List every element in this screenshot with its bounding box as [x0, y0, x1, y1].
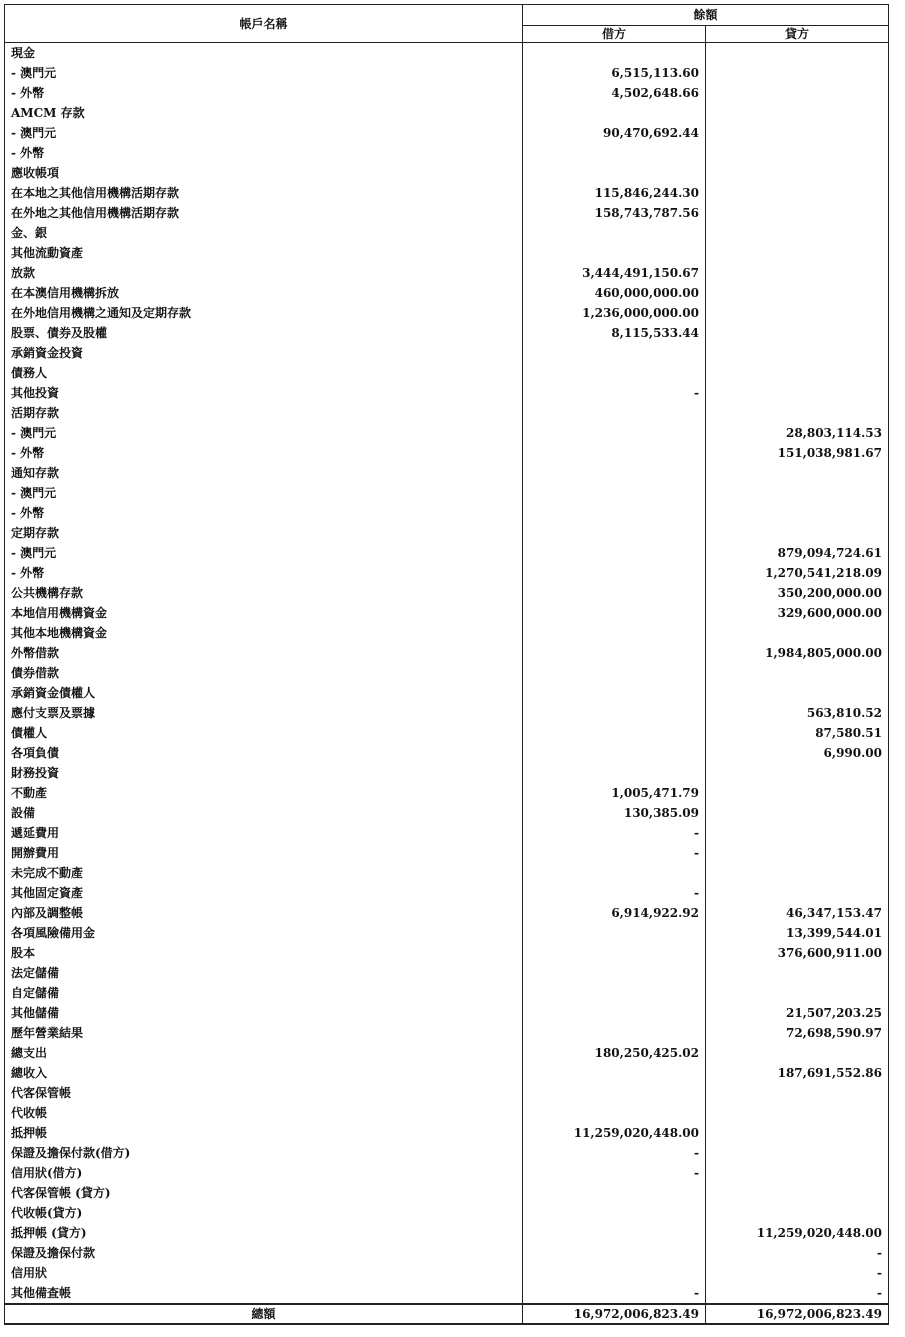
account-name-cell: 股本 — [5, 943, 523, 963]
debit-cell: 460,000,000.00 — [523, 283, 706, 303]
debit-cell — [523, 703, 706, 723]
credit-cell — [706, 303, 889, 323]
table-row — [5, 883, 889, 903]
credit-cell — [706, 243, 889, 263]
debit-cell — [523, 603, 706, 623]
account-name-cell: 在本澳信用機構拆放 — [5, 283, 523, 303]
table-row — [5, 403, 889, 423]
credit-cell — [706, 623, 889, 643]
account-name-cell: 開辦費用 — [5, 843, 523, 863]
table-row — [5, 683, 889, 703]
credit-cell — [706, 43, 889, 64]
debit-cell: 6,515,113.60 — [523, 63, 706, 83]
credit-cell — [706, 863, 889, 883]
account-name-cell: 代客保管帳 (貸方) — [5, 1183, 523, 1203]
credit-cell — [706, 223, 889, 243]
table-row — [5, 303, 889, 323]
table-row — [5, 163, 889, 183]
table-row — [5, 1243, 889, 1263]
credit-cell: 11,259,020,448.00 — [706, 1223, 889, 1243]
account-name-cell: 股票、債券及股權 — [5, 323, 523, 343]
table-row — [5, 243, 889, 263]
table-row — [5, 903, 889, 923]
account-name-cell: 應付支票及票據 — [5, 703, 523, 723]
account-name-cell: 通知存款 — [5, 463, 523, 483]
account-name-cell: AMCM 存款 — [5, 103, 523, 123]
debit-cell — [523, 43, 706, 64]
account-name-cell: 債券借款 — [5, 663, 523, 683]
table-row — [5, 1223, 889, 1243]
account-name-header: 帳戶名稱 — [5, 5, 523, 43]
table-row — [5, 663, 889, 683]
account-name-cell: - 澳門元 — [5, 483, 523, 503]
credit-cell — [706, 103, 889, 123]
account-name-cell: 在外地信用機構之通知及定期存款 — [5, 303, 523, 323]
total-credit: 16,972,006,823.49 — [706, 1304, 889, 1324]
credit-cell — [706, 783, 889, 803]
credit-cell: 1,270,541,218.09 — [706, 563, 889, 583]
table-row — [5, 963, 889, 983]
credit-cell — [706, 323, 889, 343]
credit-cell: - — [706, 1263, 889, 1283]
account-name-cell: - 澳門元 — [5, 63, 523, 83]
account-name-cell: 代收帳(貸方) — [5, 1203, 523, 1223]
credit-cell: 6,990.00 — [706, 743, 889, 763]
account-name-cell: 其他流動資產 — [5, 243, 523, 263]
account-name-cell: 其他本地機構資金 — [5, 623, 523, 643]
debit-cell — [523, 463, 706, 483]
credit-cell — [706, 523, 889, 543]
debit-cell — [523, 523, 706, 543]
debit-cell — [523, 143, 706, 163]
credit-cell — [706, 843, 889, 863]
account-name-cell: 活期存款 — [5, 403, 523, 423]
debit-cell: - — [523, 883, 706, 903]
table-row — [5, 983, 889, 1003]
account-name-cell: 其他儲備 — [5, 1003, 523, 1023]
table-row — [5, 483, 889, 503]
table-row — [5, 143, 889, 163]
table-row — [5, 583, 889, 603]
table-row — [5, 263, 889, 283]
table-row — [5, 523, 889, 543]
debit-cell: 11,259,020,448.00 — [523, 1123, 706, 1143]
debit-cell — [523, 863, 706, 883]
debit-cell — [523, 103, 706, 123]
table-row — [5, 423, 889, 443]
table-row — [5, 383, 889, 403]
debit-cell: - — [523, 1283, 706, 1304]
account-name-cell: 在外地之其他信用機構活期存款 — [5, 203, 523, 223]
debit-cell: 1,236,000,000.00 — [523, 303, 706, 323]
table-row — [5, 323, 889, 343]
debit-cell — [523, 643, 706, 663]
table-row — [5, 103, 889, 123]
debit-cell: 6,914,922.92 — [523, 903, 706, 923]
debit-cell — [523, 1243, 706, 1263]
table-row — [5, 1103, 889, 1123]
debit-cell — [523, 1023, 706, 1043]
debit-cell: 3,444,491,150.67 — [523, 263, 706, 283]
account-rows — [5, 43, 889, 1305]
table-row — [5, 63, 889, 83]
credit-cell — [706, 683, 889, 703]
debit-cell — [523, 723, 706, 743]
debit-cell — [523, 663, 706, 683]
credit-cell — [706, 503, 889, 523]
account-name-cell: 定期存款 — [5, 523, 523, 543]
total-label: 總額 — [5, 1304, 523, 1324]
table-row — [5, 1183, 889, 1203]
credit-cell — [706, 1103, 889, 1123]
table-row — [5, 703, 889, 723]
account-name-cell: 公共機構存款 — [5, 583, 523, 603]
credit-cell: 151,038,981.67 — [706, 443, 889, 463]
account-name-cell: 其他固定資產 — [5, 883, 523, 903]
account-name-cell: 抵押帳 (貸方) — [5, 1223, 523, 1243]
credit-cell — [706, 203, 889, 223]
table-row — [5, 363, 889, 383]
credit-cell — [706, 403, 889, 423]
account-name-cell: 承銷資金投資 — [5, 343, 523, 363]
debit-cell: - — [523, 1163, 706, 1183]
table-row — [5, 823, 889, 843]
debit-cell — [523, 943, 706, 963]
account-name-cell: - 外幣 — [5, 83, 523, 103]
credit-cell — [706, 663, 889, 683]
credit-cell: 87,580.51 — [706, 723, 889, 743]
credit-cell: 13,399,544.01 — [706, 923, 889, 943]
table-row — [5, 1283, 889, 1304]
credit-cell — [706, 383, 889, 403]
table-row — [5, 783, 889, 803]
credit-cell: 350,200,000.00 — [706, 583, 889, 603]
table-row — [5, 923, 889, 943]
credit-cell — [706, 283, 889, 303]
debit-cell — [523, 243, 706, 263]
table-row — [5, 443, 889, 463]
table-row — [5, 543, 889, 563]
debit-cell — [523, 563, 706, 583]
debit-cell — [523, 763, 706, 783]
debit-cell — [523, 683, 706, 703]
debit-cell — [523, 1183, 706, 1203]
table-row — [5, 123, 889, 143]
credit-cell: 329,600,000.00 — [706, 603, 889, 623]
debit-cell — [523, 423, 706, 443]
table-row — [5, 463, 889, 483]
account-name-cell: 未完成不動產 — [5, 863, 523, 883]
debit-cell — [523, 443, 706, 463]
account-name-cell: 承銷資金債權人 — [5, 683, 523, 703]
account-name-cell: 外幣借款 — [5, 643, 523, 663]
credit-cell: 1,984,805,000.00 — [706, 643, 889, 663]
credit-cell: 21,507,203.25 — [706, 1003, 889, 1023]
credit-cell — [706, 1143, 889, 1163]
credit-cell — [706, 1163, 889, 1183]
table-row — [5, 83, 889, 103]
credit-cell: 46,347,153.47 — [706, 903, 889, 923]
account-name-cell: 總收入 — [5, 1063, 523, 1083]
debit-cell — [523, 503, 706, 523]
credit-cell — [706, 1183, 889, 1203]
table-row — [5, 843, 889, 863]
table-row — [5, 943, 889, 963]
balance-header: 餘額 — [523, 5, 889, 26]
credit-cell — [706, 803, 889, 823]
account-name-cell: 保證及擔保付款(借方) — [5, 1143, 523, 1163]
account-name-cell: - 澳門元 — [5, 543, 523, 563]
debit-cell — [523, 363, 706, 383]
debit-cell — [523, 543, 706, 563]
total-debit: 16,972,006,823.49 — [523, 1304, 706, 1324]
debit-cell — [523, 983, 706, 1003]
credit-header: 貸方 — [706, 26, 889, 43]
debit-cell — [523, 1003, 706, 1023]
table-row — [5, 1123, 889, 1143]
trial-balance-table — [4, 4, 889, 1325]
credit-cell — [706, 963, 889, 983]
debit-cell: 90,470,692.44 — [523, 123, 706, 143]
debit-cell — [523, 1063, 706, 1083]
credit-cell: 376,600,911.00 — [706, 943, 889, 963]
debit-cell — [523, 1203, 706, 1223]
credit-cell: 879,094,724.61 — [706, 543, 889, 563]
account-name-cell: 應收帳項 — [5, 163, 523, 183]
table-row — [5, 603, 889, 623]
account-name-cell: 各項負債 — [5, 743, 523, 763]
debit-cell — [523, 343, 706, 363]
account-name-cell: 設備 — [5, 803, 523, 823]
debit-cell — [523, 223, 706, 243]
credit-cell — [706, 823, 889, 843]
table-row — [5, 803, 889, 823]
debit-cell: 4,502,648.66 — [523, 83, 706, 103]
debit-cell — [523, 923, 706, 943]
credit-cell: 72,698,590.97 — [706, 1023, 889, 1043]
credit-cell: - — [706, 1243, 889, 1263]
account-name-cell: 抵押帳 — [5, 1123, 523, 1143]
table-row — [5, 43, 889, 64]
account-name-cell: 自定儲備 — [5, 983, 523, 1003]
table-row — [5, 1043, 889, 1063]
credit-cell — [706, 263, 889, 283]
account-name-cell: 放款 — [5, 263, 523, 283]
debit-cell: - — [523, 823, 706, 843]
credit-cell — [706, 763, 889, 783]
account-name-cell: 在本地之其他信用機構活期存款 — [5, 183, 523, 203]
table-row — [5, 1003, 889, 1023]
debit-cell — [523, 163, 706, 183]
credit-cell — [706, 983, 889, 1003]
account-name-cell: 現金 — [5, 43, 523, 64]
account-name-cell: 代客保管帳 — [5, 1083, 523, 1103]
table-row — [5, 283, 889, 303]
account-name-cell: 遞延費用 — [5, 823, 523, 843]
account-name-cell: 法定儲備 — [5, 963, 523, 983]
credit-cell — [706, 883, 889, 903]
debit-cell: 115,846,244.30 — [523, 183, 706, 203]
account-name-cell: 財務投資 — [5, 763, 523, 783]
table-row — [5, 203, 889, 223]
account-name-cell: 信用狀(借方) — [5, 1163, 523, 1183]
account-name-cell: - 外幣 — [5, 563, 523, 583]
account-name-cell: 不動產 — [5, 783, 523, 803]
table-row — [5, 763, 889, 783]
account-name-cell: 信用狀 — [5, 1263, 523, 1283]
debit-cell — [523, 583, 706, 603]
account-name-cell: 其他備查帳 — [5, 1283, 523, 1304]
table-row — [5, 503, 889, 523]
debit-cell — [523, 1263, 706, 1283]
debit-cell: - — [523, 1143, 706, 1163]
account-name-cell: 債權人 — [5, 723, 523, 743]
debit-cell — [523, 403, 706, 423]
total-row — [5, 1304, 889, 1324]
account-name-cell: 歷年營業結果 — [5, 1023, 523, 1043]
credit-cell — [706, 1043, 889, 1063]
account-name-cell: 其他投資 — [5, 383, 523, 403]
account-name-cell: 內部及調整帳 — [5, 903, 523, 923]
credit-cell — [706, 183, 889, 203]
account-name-cell: 總支出 — [5, 1043, 523, 1063]
account-name-cell: 債務人 — [5, 363, 523, 383]
table-row — [5, 1143, 889, 1163]
account-name-cell: 本地信用機構資金 — [5, 603, 523, 623]
credit-cell — [706, 123, 889, 143]
debit-cell: 8,115,533.44 — [523, 323, 706, 343]
account-name-cell: - 澳門元 — [5, 423, 523, 443]
credit-cell — [706, 83, 889, 103]
table-row — [5, 223, 889, 243]
credit-cell — [706, 1083, 889, 1103]
account-name-cell: 金、銀 — [5, 223, 523, 243]
account-name-cell: 各項風險備用金 — [5, 923, 523, 943]
credit-cell — [706, 143, 889, 163]
debit-cell: 158,743,787.56 — [523, 203, 706, 223]
account-name-cell: - 外幣 — [5, 503, 523, 523]
table-row — [5, 743, 889, 763]
debit-cell — [523, 623, 706, 643]
debit-cell — [523, 1083, 706, 1103]
account-name-cell: 保證及擔保付款 — [5, 1243, 523, 1263]
table-row — [5, 563, 889, 583]
table-row — [5, 343, 889, 363]
credit-cell — [706, 363, 889, 383]
table-row — [5, 1063, 889, 1083]
debit-cell: - — [523, 843, 706, 863]
debit-cell — [523, 483, 706, 503]
debit-cell — [523, 1223, 706, 1243]
debit-header: 借方 — [523, 26, 706, 43]
debit-cell — [523, 963, 706, 983]
table-row — [5, 863, 889, 883]
credit-cell: - — [706, 1283, 889, 1304]
account-name-cell: - 外幣 — [5, 143, 523, 163]
table-row — [5, 623, 889, 643]
table-row — [5, 643, 889, 663]
credit-cell — [706, 1203, 889, 1223]
credit-cell — [706, 163, 889, 183]
table-row — [5, 723, 889, 743]
credit-cell — [706, 343, 889, 363]
debit-cell: - — [523, 383, 706, 403]
credit-cell — [706, 63, 889, 83]
table-row — [5, 1263, 889, 1283]
debit-cell: 1,005,471.79 — [523, 783, 706, 803]
table-row — [5, 1083, 889, 1103]
credit-cell: 187,691,552.86 — [706, 1063, 889, 1083]
table-row — [5, 1163, 889, 1183]
account-name-cell: - 外幣 — [5, 443, 523, 463]
table-row — [5, 183, 889, 203]
debit-cell — [523, 1103, 706, 1123]
credit-cell — [706, 1123, 889, 1143]
account-name-cell: - 澳門元 — [5, 123, 523, 143]
debit-cell: 180,250,425.02 — [523, 1043, 706, 1063]
credit-cell: 563,810.52 — [706, 703, 889, 723]
credit-cell — [706, 463, 889, 483]
debit-cell — [523, 743, 706, 763]
table-row — [5, 1203, 889, 1223]
credit-cell — [706, 483, 889, 503]
account-name-cell: 代收帳 — [5, 1103, 523, 1123]
table-row — [5, 1023, 889, 1043]
debit-cell: 130,385.09 — [523, 803, 706, 823]
credit-cell: 28,803,114.53 — [706, 423, 889, 443]
